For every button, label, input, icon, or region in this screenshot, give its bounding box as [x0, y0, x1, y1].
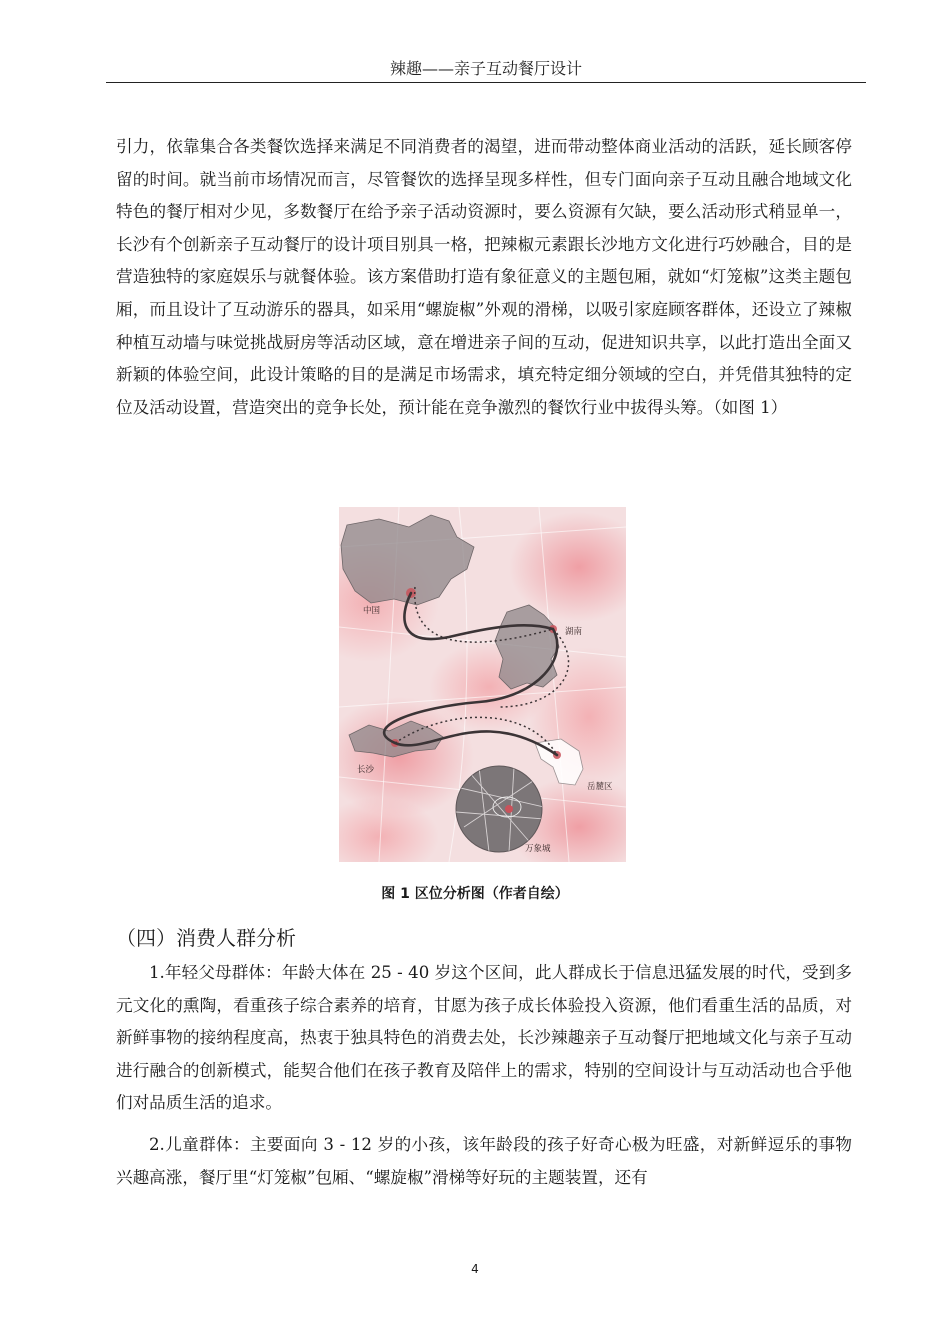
wanxiang-inset-circle [456, 766, 542, 852]
body-paragraph-1: 引力，依靠集合各类餐饮选择来满足不同消费者的渴望，进而带动整体商业活动的活跃，延长顾客停留的时间。就当前市场情况而言，尽管餐饮的选择呈现多样性，但专门面向亲子互动且融合地域文化特色的餐厅相对少见，多数餐厅在给予亲子活动资源时，要么资源有欠缺，要么活动形式稍显单一，长沙有个创新亲子互动餐厅的设计项目别具一格，把辣椒元素跟长沙地方文化进行巧妙融合，目的是营造独特的家庭娱乐与就餐体验。该方案借助打造有象征意义的主题包厢，就如“灯笼椒”这类主题包厢，而且设计了互动游乐的器具，如采用“螺旋椒”外观的滑梯，以吸引家庭顾客群体，还设立了辣椒种植互动墙与味觉挑战厨房等活动区域，意在增进亲子间的互动，促进知识共享，以此打造出全面又新颖的体验空间，此设计策略的目的是满足市场需求，填充特定细分领域的空白，并凭借其独特的定位及活动设置，营造突出的竞争长处，预计能在竞争激烈的餐饮行业中拔得头筹。（如图 1） [116, 137, 852, 417]
header-title: 辣趣——亲子互动餐厅设计 [389, 59, 582, 78]
section-heading: （四）消费人群分析 [116, 926, 296, 950]
label-yuelu: 岳麓区 [587, 782, 613, 792]
body-paragraph-2: 1.年轻父母群体：年龄大体在 25 - 40 岁这个区间，此人群成长于信息迅猛发展的时代，受到多元文化的熏陶，看重孩子综合素养的培育，甘愿为孩子成长体验投入资源，他们看重生活的品质，对新鲜事物的接纳程度高，热衷于独具特色的消费去处，长沙辣趣亲子互动餐厅把地域文化与亲子互动进行融合的创新模式，能契合他们在孩子教育及陪伴上的需求，特别的空间设计与互动活动也合乎他们对品质生活的追求。 [116, 963, 852, 1113]
page-number: 4 [471, 1262, 479, 1276]
figure-caption: 图 1 区位分析图（作者自绘） [381, 886, 569, 902]
label-china: 中国 [363, 606, 381, 616]
location-map-graphic [339, 507, 626, 862]
label-hunan: 湖南 [565, 627, 583, 637]
label-changsha: 长沙 [357, 765, 375, 775]
location-analysis-figure [339, 507, 626, 862]
page-header [106, 56, 866, 83]
label-wanxiang: 万象城 [525, 844, 551, 854]
body-paragraph-3: 2.儿童群体：主要面向 3 - 12 岁的小孩，该年龄段的孩子好奇心极为旺盛，对新鲜逗乐的事物兴趣高涨，餐厅里“灯笼椒”包厢、“螺旋椒”滑梯等好玩的主题装置，还有 [116, 1135, 852, 1187]
